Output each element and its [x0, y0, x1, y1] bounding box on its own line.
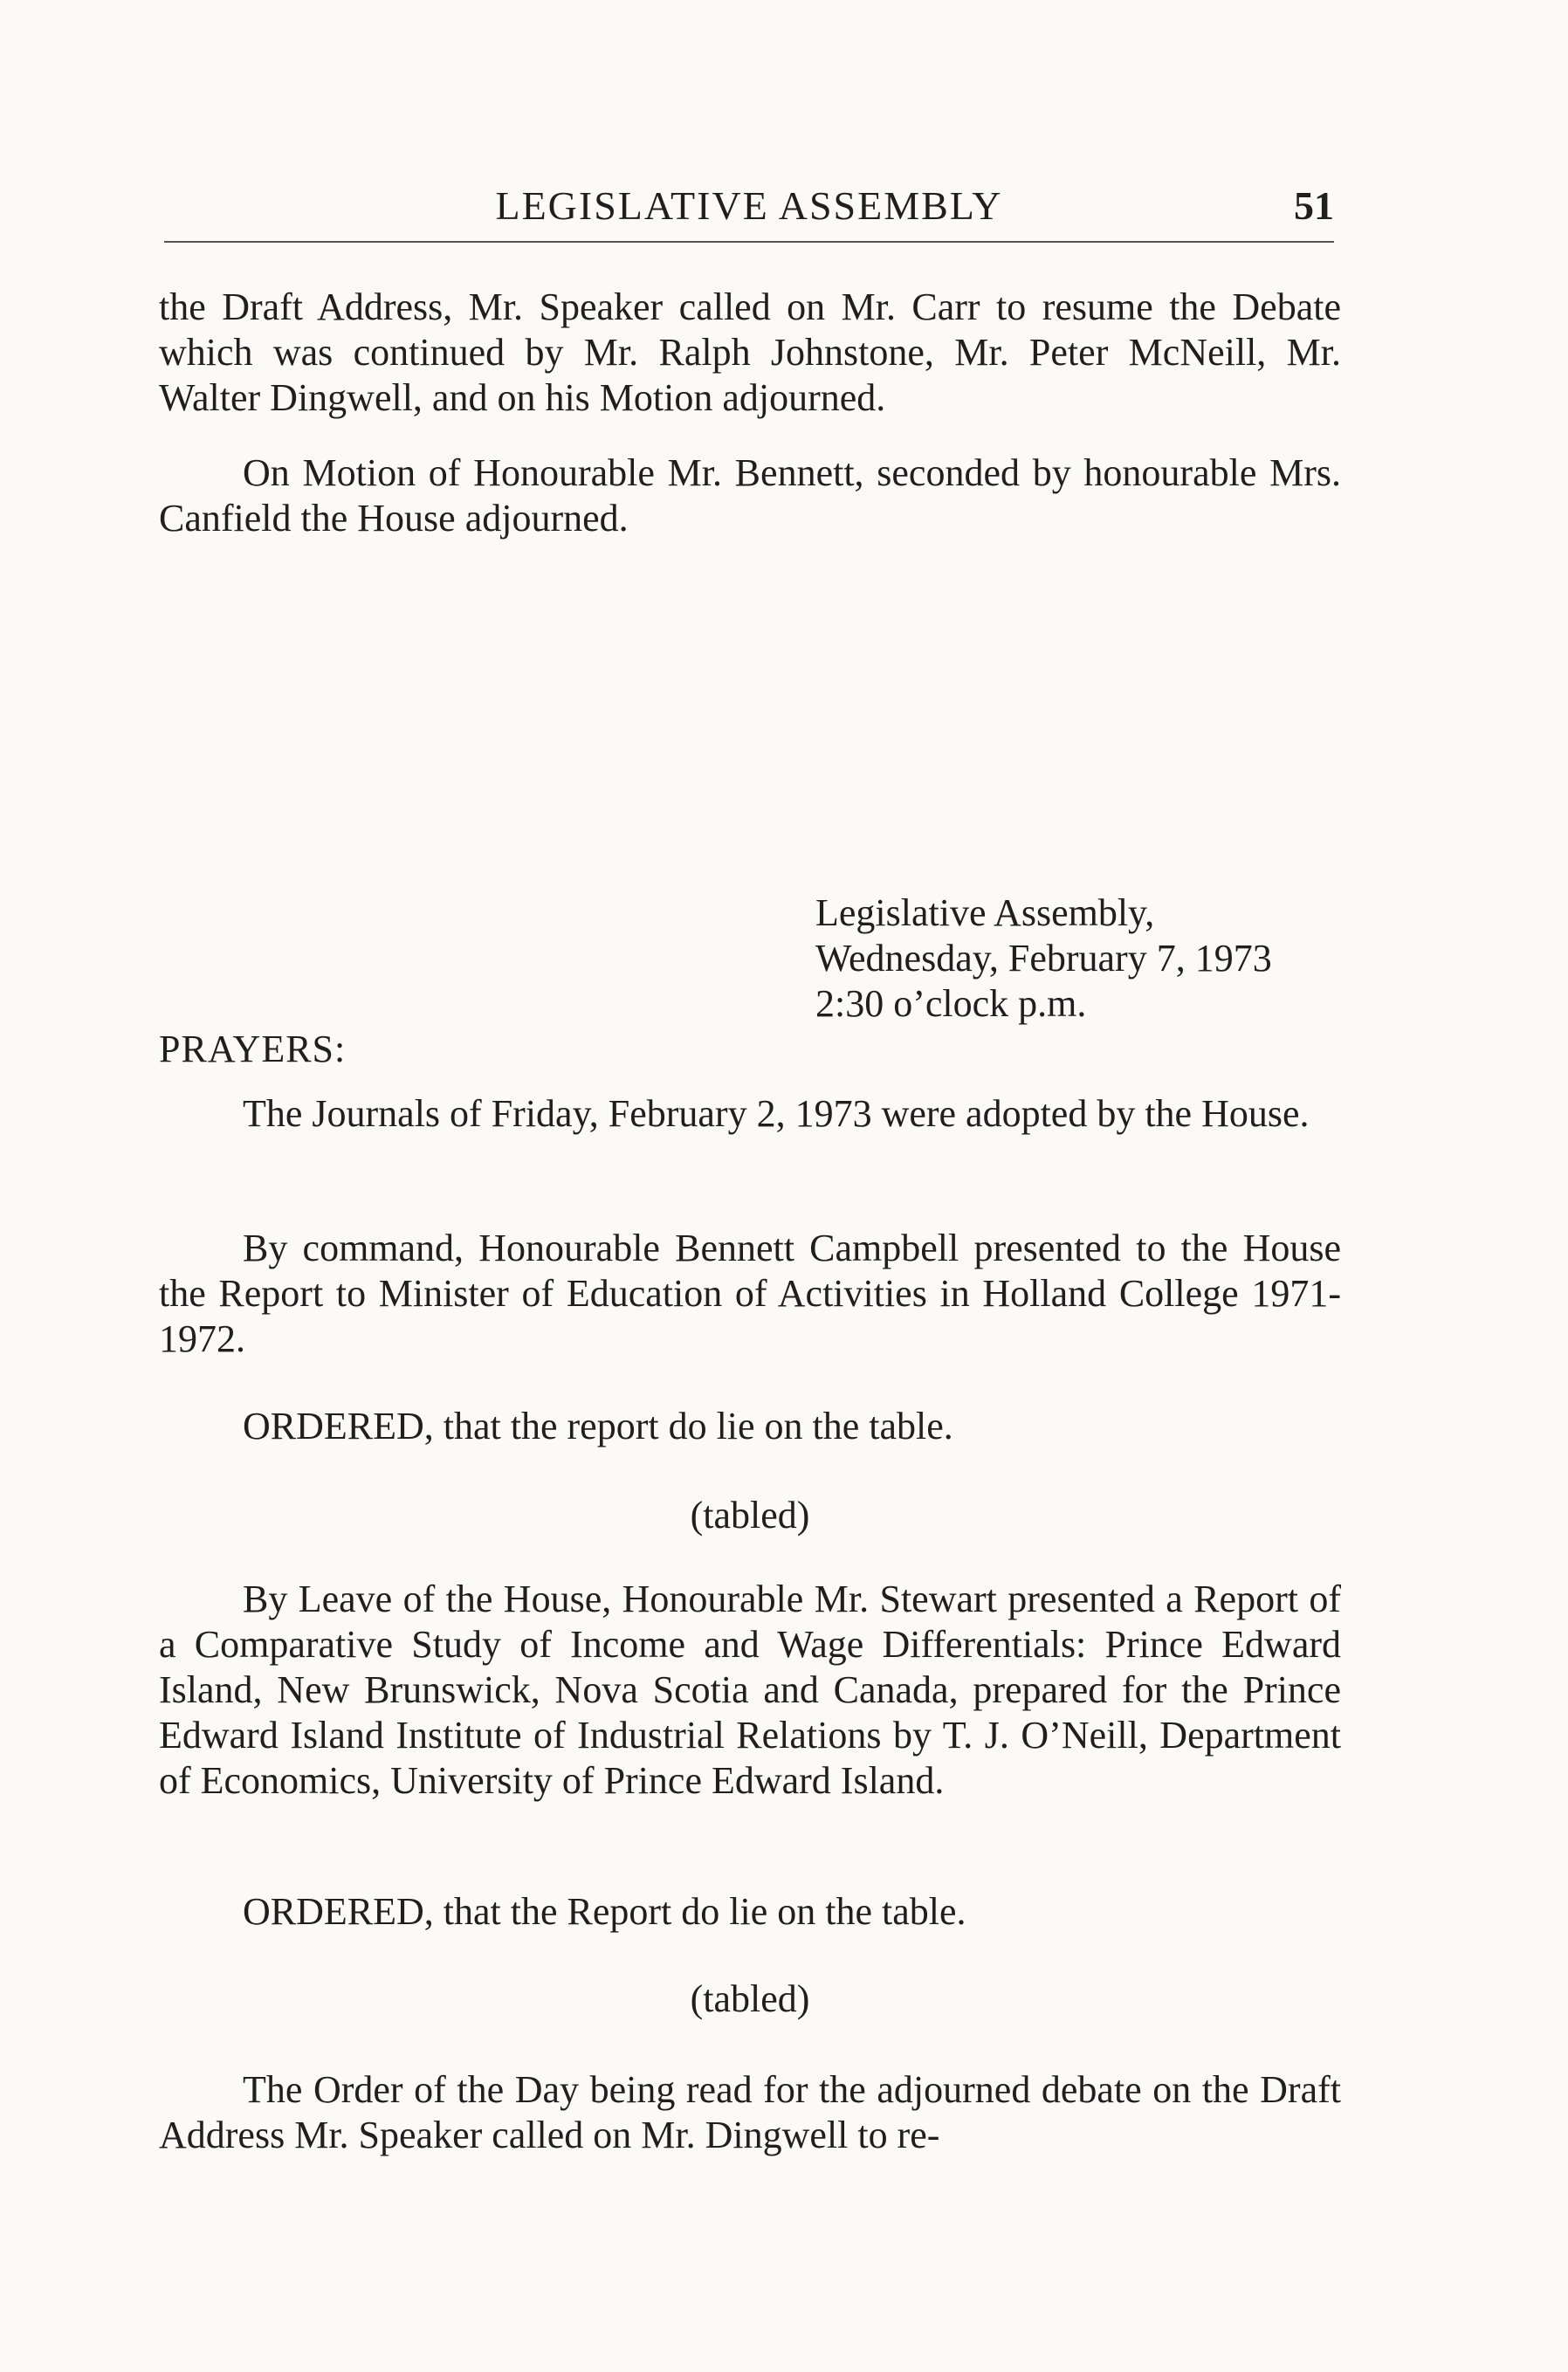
paragraph-text: The Order of the Day being read for the adjourned debate on the Draft Address Mr. Speaker called on Mr. Dingwell to re- — [159, 2068, 1341, 2156]
paragraph-wage-study-report — [159, 1577, 1341, 1804]
ordered-line-2 — [159, 1889, 1341, 1935]
paragraph-debate-continued — [159, 285, 1341, 421]
paragraph-text: By command, Honourable Bennett Campbell presented to the House the Report to Minister of Education of Activities in Holland College 1971-1972. — [159, 1227, 1341, 1360]
tabled-note-1: (tabled) — [690, 1494, 810, 1537]
prayers-heading: PRAYERS: — [159, 1028, 347, 1070]
dateline-assembly: Legislative Assembly, — [815, 891, 1155, 934]
paragraph-text: By Leave of the House, Honourable Mr. Stewart presented a Report of a Comparative Study of Income and Wage Differentials: Prince Edward Island, New Brunswick, Nova Scotia and Canada, prepared for the Prince Edward Island Institute of Industrial Relations by T. J. O’Neill, Department of Economics, University of Prince Edward Island. — [159, 1578, 1341, 1802]
paragraph-text: The Journals of Friday, February 2, 1973 were adopted by the House. — [243, 1092, 1310, 1135]
sitting-dateline — [815, 890, 1272, 1027]
dateline-time: 2:30 o’clock p.m. — [815, 982, 1087, 1025]
ordered-line-1 — [159, 1404, 1341, 1449]
page-header — [164, 178, 1334, 243]
ordered-text: ORDERED, that the Report do lie on the table. — [243, 1890, 966, 1933]
paragraph-journals-adopted — [159, 1091, 1341, 1137]
paragraph-house-adjourned — [159, 450, 1341, 541]
ordered-text: ORDERED, that the report do lie on the table. — [243, 1405, 953, 1447]
tabled-note-2: (tabled) — [690, 1977, 810, 2020]
paragraph-text: On Motion of Honourable Mr. Bennett, seconded by honourable Mrs. Canfield the House adjourned. — [159, 451, 1341, 540]
page-number: 51 — [1294, 183, 1334, 228]
dateline-date: Wednesday, February 7, 1973 — [815, 937, 1272, 980]
paragraph-order-of-the-day — [159, 2067, 1341, 2158]
paragraph-text: the Draft Address, Mr. Speaker called on Mr. Carr to resume the Debate which was continued by Mr. Ralph Johnstone, Mr. Peter McNeill, Mr. Walter Dingwell, and on his Motion adjourned. — [159, 285, 1341, 419]
paragraph-holland-college-report — [159, 1226, 1341, 1362]
running-title: LEGISLATIVE ASSEMBLY — [495, 183, 1003, 228]
